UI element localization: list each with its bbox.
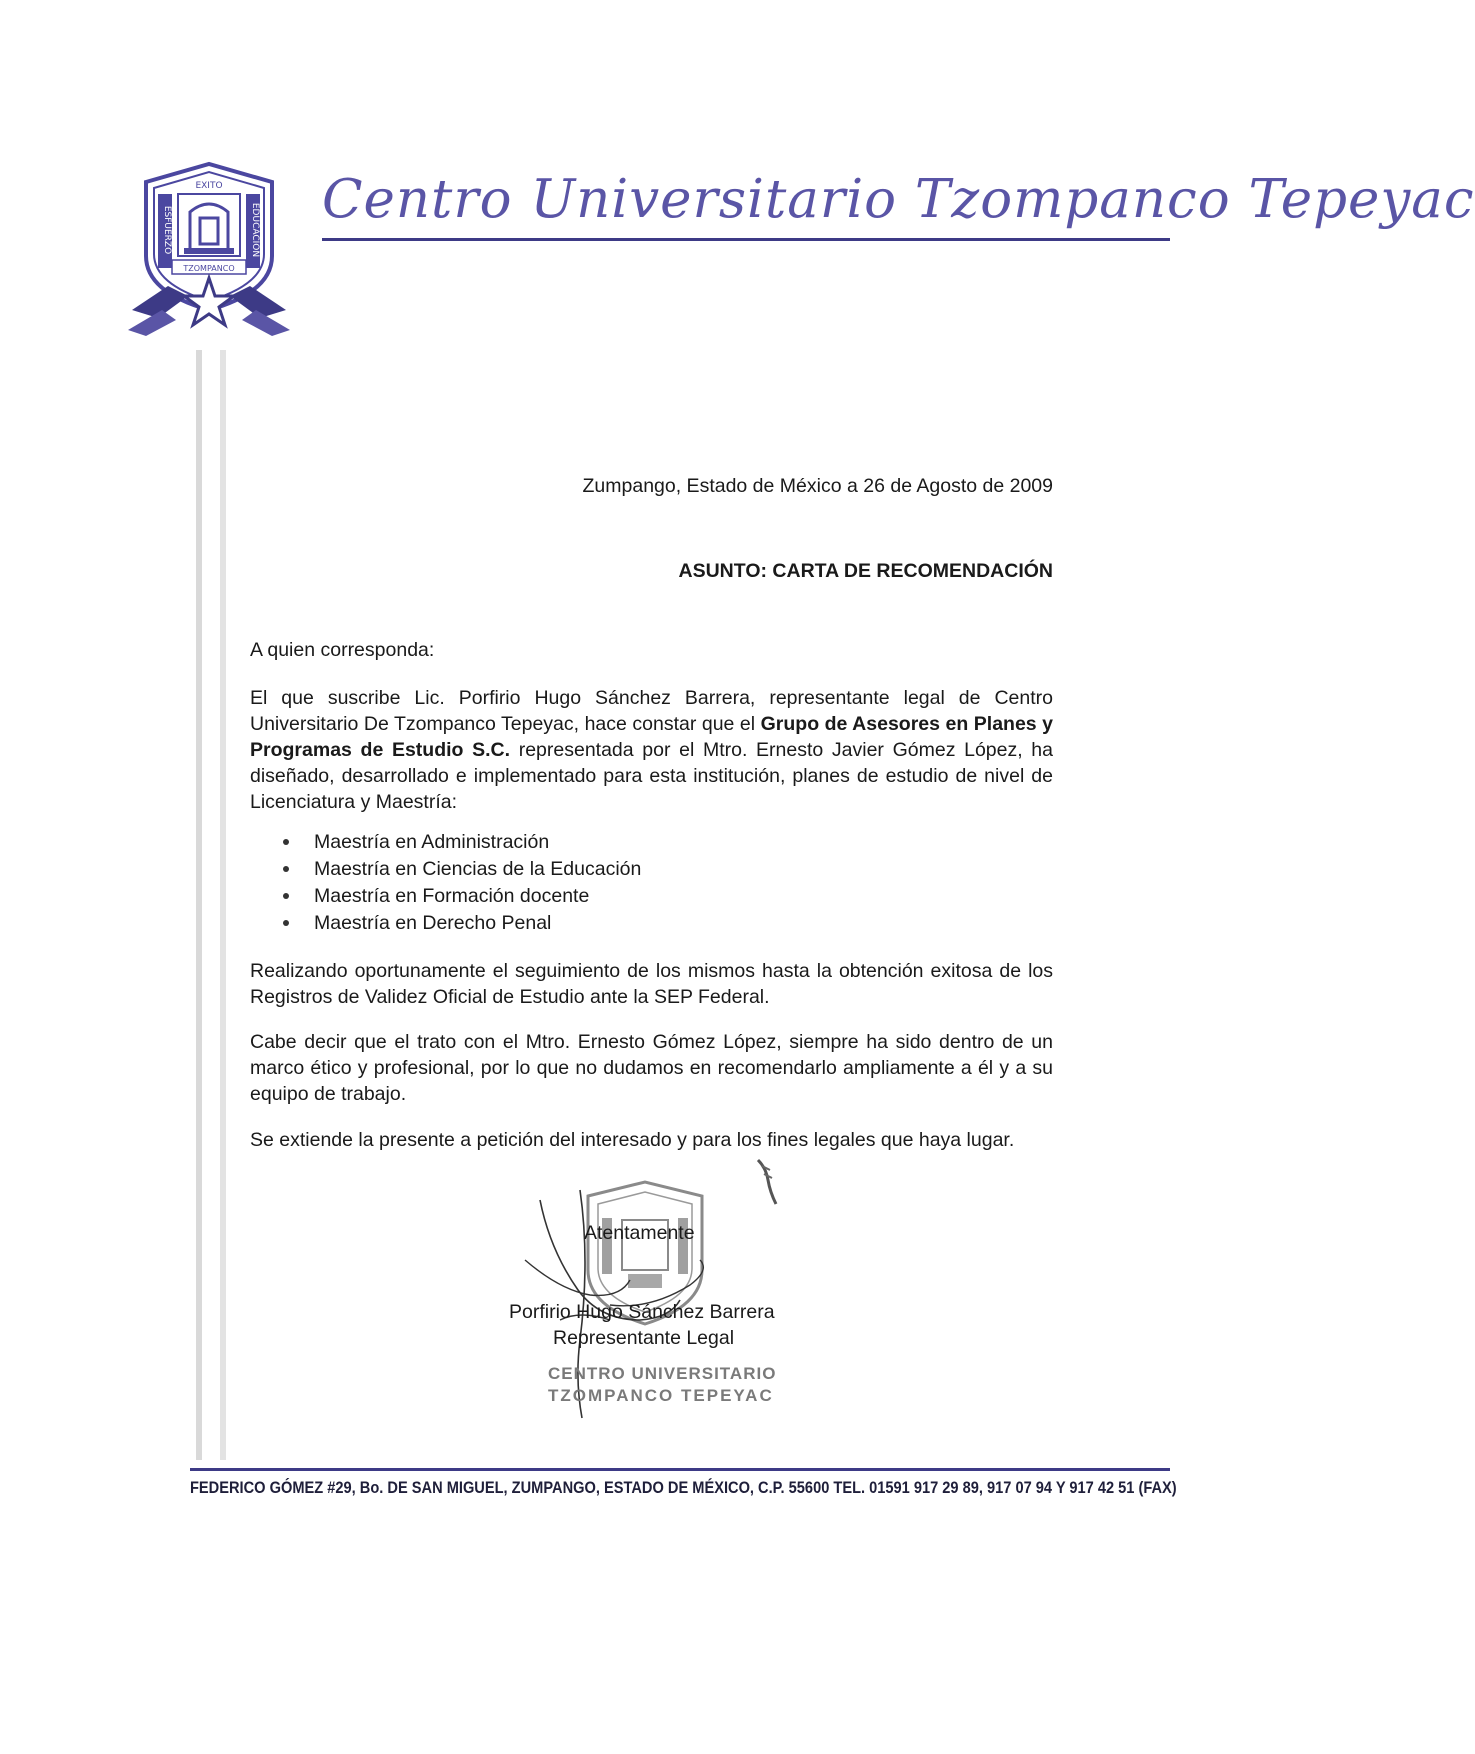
footer-address: FEDERICO GÓMEZ #29, Bo. DE SAN MIGUEL, ZUMPANGO, ESTADO DE MÉXICO, C.P. 55600 TEL. 01591 917 29 89, 917 07 94 Y 917 42 51 (FAX)	[190, 1478, 1177, 1497]
list-item: Maestría en Formación docente	[250, 883, 950, 910]
greeting: A quien corresponda:	[250, 639, 435, 661]
crest-right-text: EDUCACION	[250, 202, 260, 258]
stamp-text-line1: CENTRO UNIVERSITARIO	[548, 1364, 777, 1383]
subject-line: ASUNTO: CARTA DE RECOMENDACIÓN	[678, 560, 1053, 582]
list-item: Maestría en Administración	[250, 829, 950, 856]
paragraph-intro-bold: Grupo de Asesores en Planes y Programas de Estudio S.C.	[250, 713, 1053, 761]
paragraph-followup: Realizando oportunamente el seguimiento de los mismos hasta la obtención exitosa de los Registros de Validez Oficial de Estudio ante la SEP Federal.	[250, 960, 1053, 1008]
header-rule	[322, 238, 1170, 241]
list-item: Maestría en Derecho Penal	[250, 910, 950, 937]
paragraph-intro-part2: representada por el Mtro. Ernesto Javier Gómez López, ha diseñado, desarrollado e implementado para esta institución, planes de estudio de nivel de Licenciatura y Maestría:	[250, 739, 1053, 813]
paragraph-intro-part1: El que suscribe Lic. Porfirio Hugo Sánchez Barrera, representante legal de Centro Universitario De Tzompanco Tepeyac, hace constar que el	[250, 687, 1053, 735]
signer-title: Representante Legal	[553, 1327, 735, 1349]
signer-name: Porfirio Hugo Sánchez Barrera	[509, 1301, 775, 1323]
decorative-bar	[220, 350, 226, 1460]
crest-left-text: ESFUERZO	[162, 205, 172, 255]
paragraph-closing: Se extiende la presente a petición del interesado y para los fines legales que haya lugar.	[250, 1129, 1015, 1151]
place-and-date: Zumpango, Estado de México a 26 de Agosto de 2009	[582, 475, 1053, 497]
decorative-bar	[196, 350, 202, 1460]
crest-arc-text: EXITO	[195, 181, 223, 191]
closing-salutation: Atentamente	[584, 1222, 695, 1244]
university-crest-icon	[128, 160, 290, 338]
institution-name: Centro Universitario Tzompanco Tepeyac	[322, 169, 1475, 230]
crest-banner-text: TZOMPANCO	[183, 264, 235, 273]
paragraph-recommendation: Cabe decir que el trato con el Mtro. Ernesto Gómez López, siempre ha sido dentro de un marco ético y profesional, por lo que no dudamos en recomendarlo ampliamente a él y a su equipo de trabajo.	[250, 1031, 1053, 1105]
list-item: Maestría en Ciencias de la Educación	[250, 856, 950, 883]
ink-mark	[752, 1158, 782, 1206]
stamp-text-line2: TZOMPANCO TEPEYAC	[548, 1386, 774, 1405]
programs-list	[250, 829, 950, 937]
footer-rule	[190, 1468, 1170, 1471]
paragraph-intro	[250, 685, 1053, 815]
